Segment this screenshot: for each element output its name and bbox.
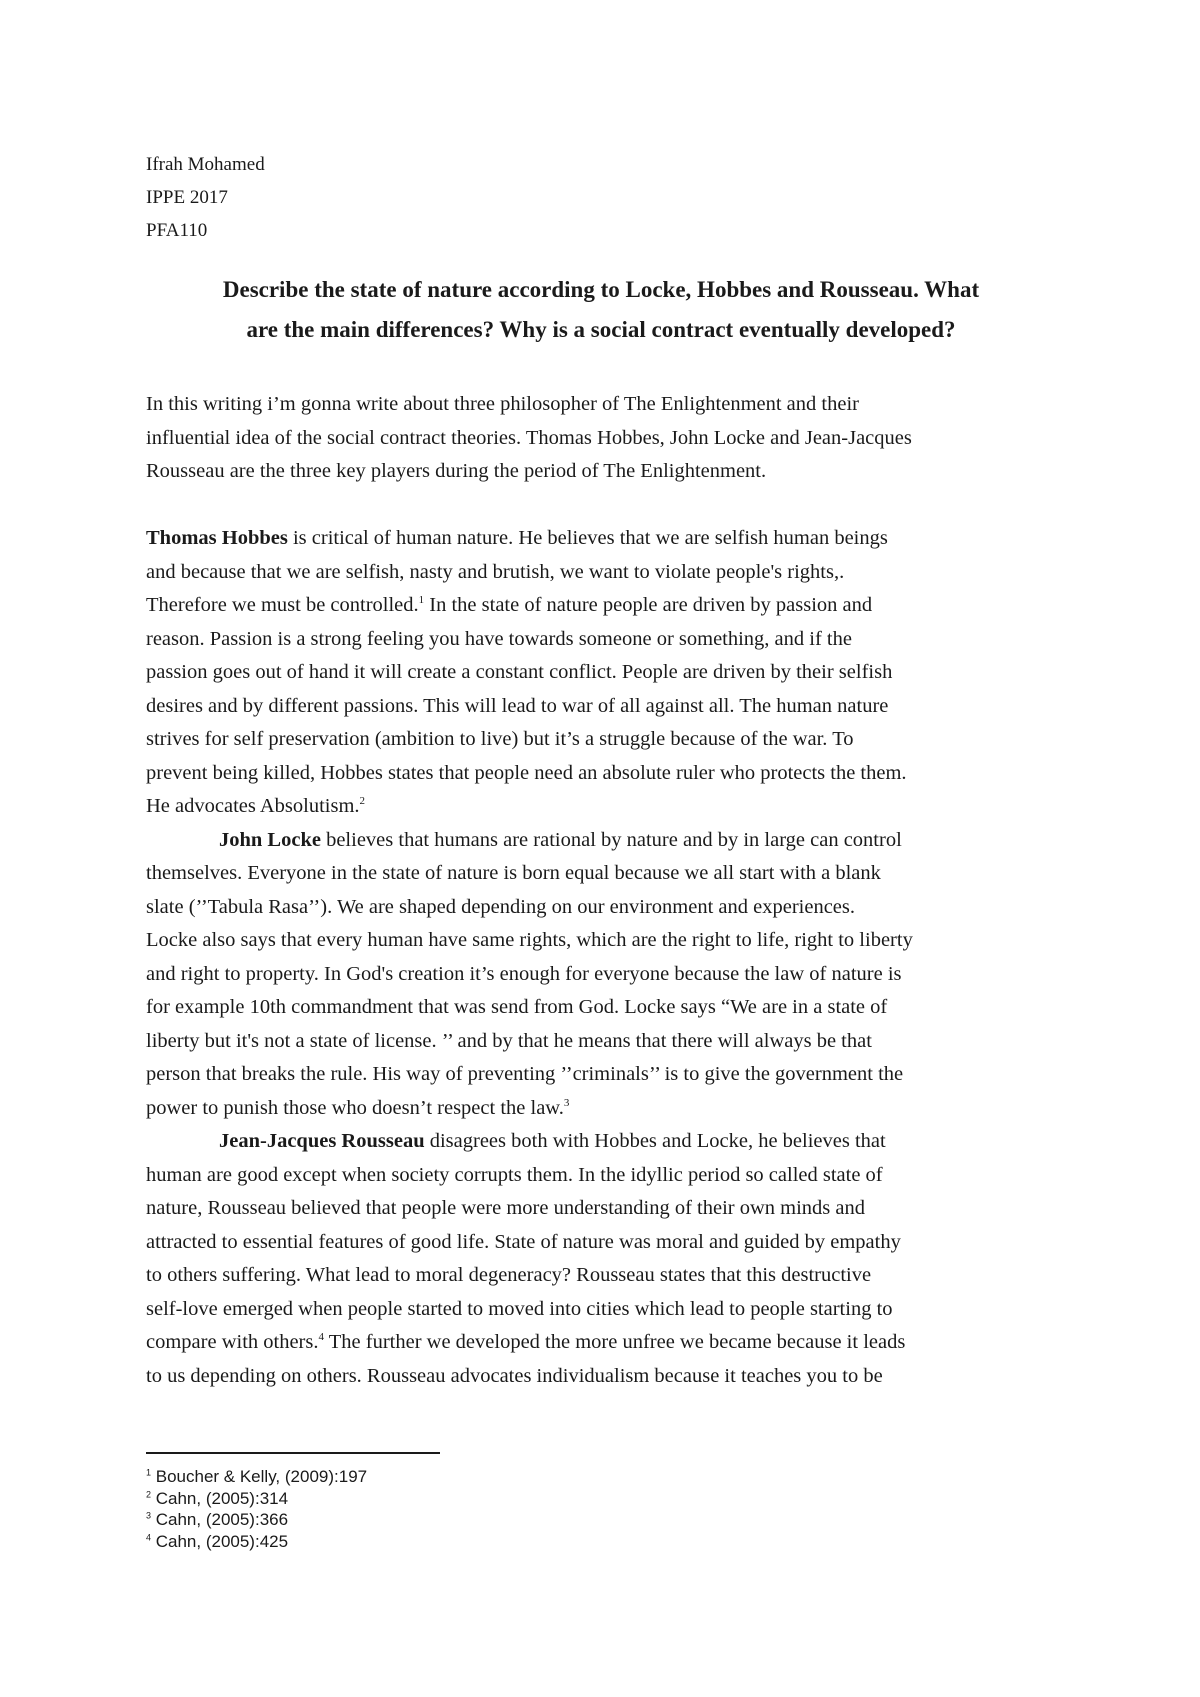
footnote-number: 1	[146, 1467, 152, 1478]
locke-line: liberty but it's not a state of license. ’’ and by that he means that there will always be that	[146, 1029, 872, 1052]
footnote-item	[146, 1531, 367, 1553]
footnote-text: Cahn, (2005):425	[151, 1531, 289, 1551]
hobbes-line: desires and by different passions. This will lead to war of all against all. The human nature	[146, 694, 889, 717]
footnote-ref: 4	[318, 1331, 324, 1344]
hobbes-line: reason. Passion is a strong feeling you have towards someone or something, and if the	[146, 627, 852, 650]
rousseau-text: compare with others.	[146, 1331, 319, 1353]
rousseau-line: nature, Rousseau believed that people were more understanding of their own minds and	[146, 1197, 866, 1219]
locke-line: for example 10th commandment that was send from God. Locke says “We are in a state of	[146, 996, 888, 1018]
hobbes-line	[146, 522, 1066, 556]
rousseau-text: disagrees both with Hobbes and Locke, he believes that	[424, 1130, 886, 1152]
locke-text: believes that humans are rational by nature and by in large can control	[320, 828, 902, 851]
footnote-number: 4	[146, 1531, 152, 1542]
hobbes-text: In the state of nature people are driven by passion and	[424, 594, 873, 616]
paragraph-gap	[146, 489, 1066, 523]
locke-line: slate (’’Tabula Rasa’’). We are shaped depending on our environment and experiences.	[146, 895, 856, 918]
rousseau-line	[146, 1326, 1066, 1360]
rousseau-line	[146, 1125, 1066, 1159]
footnote-text: Boucher & Kelly, (2009):197	[151, 1467, 368, 1486]
footnote-number: 3	[146, 1510, 152, 1521]
intro-line: In this writing i’m gonna write about three philosopher of The Enlightenment and their	[146, 393, 859, 415]
hobbes-line	[146, 589, 1066, 623]
hobbes-line	[146, 790, 1066, 824]
essay-title	[146, 270, 1056, 350]
footnote-text: Cahn, (2005):366	[151, 1510, 289, 1529]
intro-line: Rousseau are the three key players during the period of The Enlightenment.	[146, 460, 767, 482]
title-line-1: Describe the state of nature according to Locke, Hobbes and Rousseau. What	[222, 277, 980, 302]
hobbes-text: He advocates Absolutism.	[146, 795, 360, 817]
rousseau-line: to us depending on others. Rousseau advocates individualism because it teaches you to be	[146, 1364, 883, 1387]
hobbes-line: and because that we are selfish, nasty and brutish, we want to violate people's rights,.	[146, 560, 845, 583]
locke-line	[146, 824, 1066, 858]
footnote-ref: 3	[563, 1096, 570, 1109]
hobbes-name: Thomas Hobbes	[146, 527, 288, 549]
hobbes-line: prevent being killed, Hobbes states that people need an absolute ruler who protects the them.	[146, 761, 907, 784]
title-line-2: are the main differences? Why is a social contract eventually developed?	[246, 317, 956, 342]
footnote-item	[146, 1488, 367, 1510]
document-header	[146, 148, 265, 247]
hobbes-line: passion goes out of hand it will create a constant conflict. People are driven by their selfish	[146, 661, 893, 683]
rousseau-line: to others suffering. What lead to moral degeneracy? Rousseau states that this destructive	[146, 1264, 872, 1286]
locke-line: themselves. Everyone in the state of nature is born equal because we all start with a blank	[146, 862, 881, 884]
locke-line: and right to property. In God's creation it’s enough for everyone because the law of nature is	[146, 962, 902, 985]
author-name: Ifrah Mohamed	[146, 154, 265, 175]
rousseau-name: Jean-Jacques Rousseau	[219, 1130, 425, 1152]
footnotes	[146, 1466, 367, 1552]
rousseau-line: self-love emerged when people started to moved into cities which lead to people starting to	[146, 1297, 893, 1320]
hobbes-text: Therefore we must be controlled.	[146, 594, 419, 616]
locke-name: John Locke	[219, 828, 321, 851]
footnote-item	[146, 1466, 367, 1488]
locke-text: power to punish those who doesn’t respect the law.	[146, 1096, 564, 1119]
locke-line: person that breaks the rule. His way of preventing ’’criminals’’ is to give the government the	[146, 1063, 904, 1085]
footnote-separator	[146, 1452, 440, 1454]
course-code: PFA110	[146, 220, 208, 241]
intro-line: influential idea of the social contract theories. Thomas Hobbes, John Locke and Jean-Jacques	[146, 426, 912, 449]
footnote-number: 2	[146, 1488, 152, 1499]
locke-line	[146, 1092, 1066, 1126]
footnote-ref: 2	[359, 795, 366, 808]
rousseau-line: human are good except when society corrupts them. In the idyllic period so called state of	[146, 1163, 883, 1186]
footnote-text: Cahn, (2005):314	[151, 1488, 289, 1508]
rousseau-text: The further we developed the more unfree we became because it leads	[324, 1331, 906, 1353]
essay-body	[146, 388, 1066, 1393]
hobbes-text: is critical of human nature. He believes that we are selfish human beings	[287, 527, 888, 549]
footnote-item	[146, 1509, 367, 1531]
locke-line: Locke also says that every human have same rights, which are the right to life, right to liberty	[146, 929, 913, 951]
hobbes-line: strives for self preservation (ambition to live) but it’s a struggle because of the war. To	[146, 728, 854, 750]
footnote-ref: 1	[418, 594, 425, 607]
program-label: IPPE 2017	[146, 187, 228, 208]
rousseau-line: attracted to essential features of good life. State of nature was moral and guided by empathy	[146, 1230, 901, 1253]
